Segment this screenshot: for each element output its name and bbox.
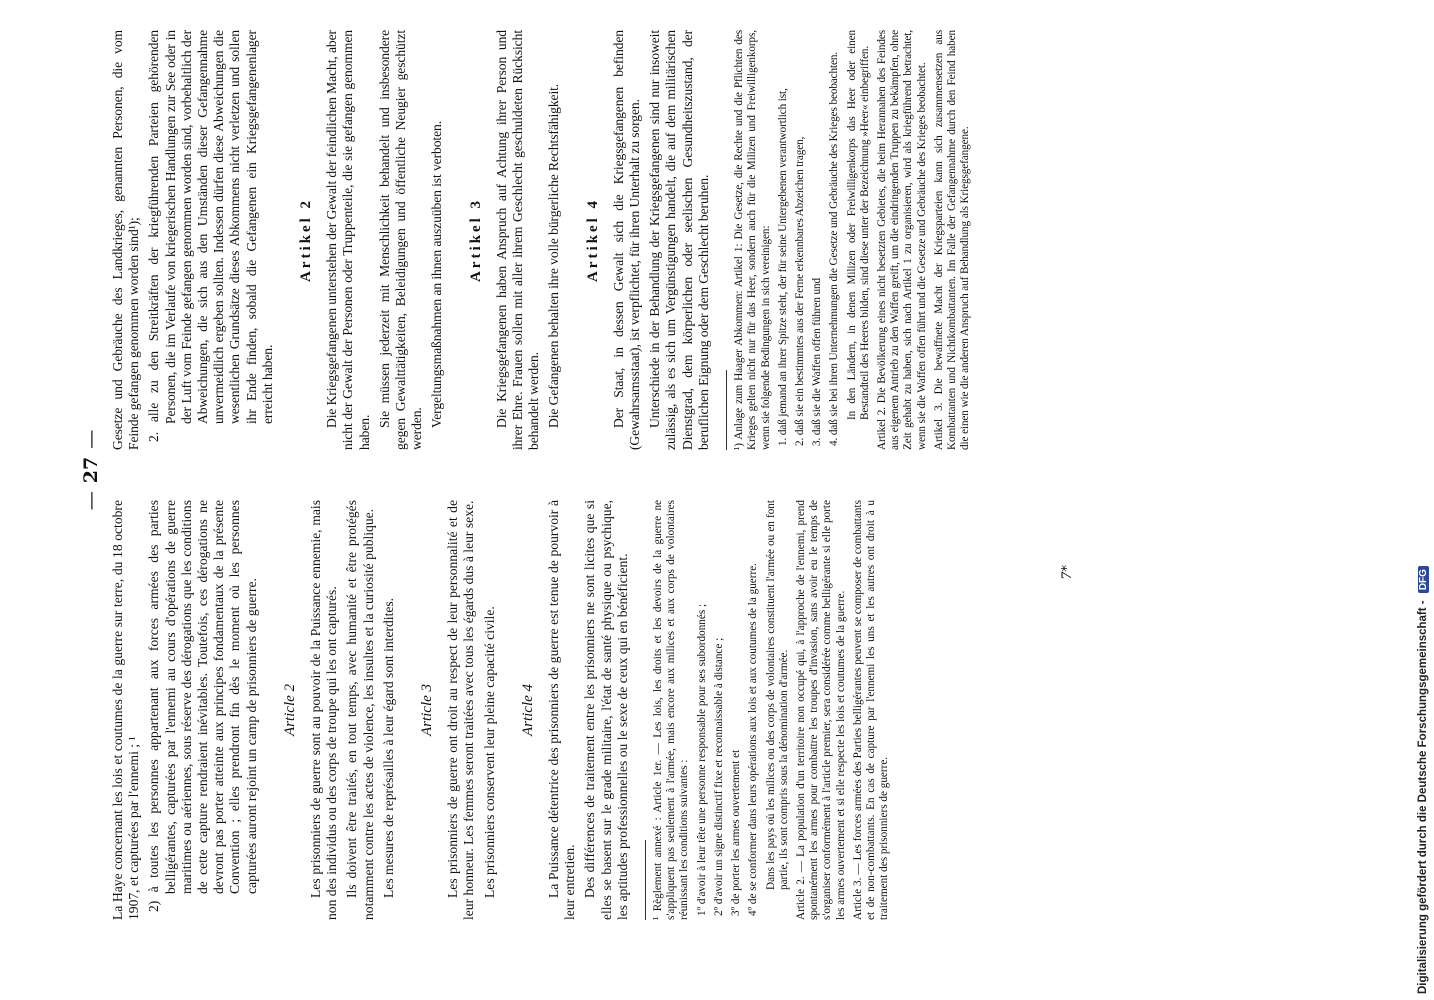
de-footnote-item-2: 2. daß sie ein bestimmtes aus der Ferne erkennbares Abzeichen tragen,	[793, 136, 806, 446]
fr-art3-p1: Les prisonniers de guerre ont droit au respect de leur personnalité et de leur honneur. Les femmes seront traitées avec tous les égards dus à leur sexe.	[445, 500, 477, 920]
de-art4-p1: Der Staat, in dessen Gewalt sich die Kriegsgefangenen befinden (Gewahrsamsstaat), ist verpflichtet, für ihren Unterhalt zu sorgen.	[610, 30, 643, 450]
de-intro: Gesetze und Gebräuche des Landkrieges, genannten Personen, die vom Feinde gefangen genommen worden sind¹);	[110, 30, 142, 450]
de-art4-p2: Unterschiede in der Behandlung der Kriegsgefangenen sind nur insoweit zulässig, als es sich um Vergünstigungen handelt, die auf dem militärischen Dienstgrad, dem körperlichen oder seelischen Gesundheitszustand, der beruflichen Eignung oder dem Geschlecht beruhen.	[647, 30, 711, 450]
fr-article-2-title: Article 2	[281, 683, 298, 737]
fr-art3-p2: Les prisonniers conservent leur pleine capacité civile.	[481, 606, 497, 898]
fr-art2-p3: Les mesures de représailles à leur égard sont interdites.	[380, 597, 396, 898]
german-column	[110, 30, 976, 450]
french-column	[110, 500, 895, 920]
fr-article-4-title: Article 4	[519, 683, 536, 737]
dfg-logo: DFG	[1418, 566, 1429, 593]
fr-art2-p1: Les prisonniers de guerre sont au pouvoir de la Puissance ennemie, mais non des individus ou des corps de troupe qui les ont capturés.	[308, 500, 340, 920]
fr-footnote-intro: ¹ Règlement annexé : Article 1er. — Les lois, les droits et les devoirs de la guerre ne s'appliquent pas seulement à l'armée, mais encore aux milices et aux corps de volontaires réunissant les conditions suivantes :	[652, 500, 691, 920]
page-number: —27—	[80, 429, 102, 511]
fr-footnote-item-3: 3º de porter les armes ouvertement et	[730, 749, 743, 916]
de-article-4-title: Artikel 4	[584, 197, 601, 283]
de-footnote-article-3: Artikel 3. Die bewaffnete Macht der Kriegsparteien kann sich zusammensetzen aus Kombattanten und Nichtkombattanten. Im Falle der Gefangennahme durch den Feind haben die einen wie die anderen Anspruch auf Behandlung als Kriegsgefangene.	[932, 30, 972, 450]
digitization-note-text: Digitalisierung gefördert durch die Deutsche Forschungsgemeinschaft -	[1417, 600, 1429, 994]
fr-art4-p2: Des différences de traitement entre les prisonniers ne sont licites que si elles se basent sur le grade militaire, l'état de santé physique ou psychique, les aptitudes professionnelles ou le sexe de ceux qui en bénéficient.	[582, 500, 630, 920]
de-art2-p3: Vergeltungsmaßnahmen an ihnen auszuüben ist verboten.	[429, 120, 445, 428]
fr-footnote-item-1: 1º d'avoir à leur tête une personne responsable pour ses subordonnés ;	[695, 603, 708, 916]
fr-footnote-paragraph: Dans les pays où les milices ou des corps de volontaires constituent l'armée ou en font partie, ils sont compris sous la dénomination d'armée.	[764, 500, 790, 890]
footnote-separator	[726, 370, 727, 450]
de-art2-p1: Die Kriegsgefangenen unterstehen der Gewalt der feindlichen Macht, aber nicht der Gewalt der Personen oder Truppenteile, die sie gefangen genommen haben.	[324, 30, 372, 450]
fr-art4-p1: La Puissance détentrice des prisonniers de guerre est tenue de pourvoir à leur entretien.	[546, 500, 578, 920]
footnote-separator	[645, 840, 646, 920]
fr-footnote-item-4: 4º de se conformer dans leurs opérations aux lois et aux coutumes de la guerre.	[747, 563, 760, 916]
document-page	[80, 20, 1330, 920]
digitization-note	[1417, 0, 1431, 994]
sheet-mark: 7*	[1059, 565, 1075, 580]
de-footnote-article-2: Artikel 2. Die Bevölkerung eines nicht besetzten Gebietes, die beim Herannahen des Feindes aus eigenem Antrieb zu den Waffen greift, um die eindringenden Truppen zu bekämpfen, ohne Zeit gehabt zu haben, sich nach Artikel 1 zu organisieren, wird als kriegführend betrachtet, wenn sie die Waffen offen führt und die Gesetze und Gebräuche des Krieges beobachtet.	[875, 30, 928, 450]
de-article-3-title: Artikel 3	[467, 197, 484, 283]
de-footnote-item-3: 3. daß sie die Waffen offen führen und	[811, 277, 824, 446]
fr-footnote-article-3: Article 3. — Les forces armées des Parties belligérantes peuvent se composer de combattants et de non-combattants. En cas de capture par l'ennemi les uns et les autres ont droit à u traitement des prisonniers de guerre.	[851, 500, 891, 920]
fr-item-2: 2) à toutes les personnes appartenant aux forces armées des parties belligérantes, capturées par l'ennemi au cours d'opérations de guerre maritimes ou aériennes, sous réserve des dérogations que les conditions de cette capture rendraient inévitables. Toutefois, ces dérogations ne devront pas porter atteinte aux principes fondamentaux de la présente Convention ; elles prendront fin dès le moment où les personnes capturées auront rejoint un camp de prisonniers de guerre.	[146, 500, 259, 912]
de-article-2-title: Artikel 2	[298, 197, 315, 283]
de-art3-p2: Die Gefangenen behalten ihre volle bürgerliche Rechtsfähigkeit.	[546, 83, 562, 428]
de-item-2: 2. alle zu den Streitkräften der kriegführenden Parteien gehörenden Personen, die im Verlaufe von kriegerischen Handlungen zur See oder in der Luft vom Feinde gefangen genommen worden sind, vorbehaltlich der Abweichungen, die sich aus den Umständen dieser Gefangennahme unvermeidlich ergeben sollten. Indessen dürfen diese Abweichungen die wesentlichen Grundsätze dieses Abkommens nicht verletzen und sollen ihr Ende finden, sobald die Gefangenen ein Kriegsgefangenenlager erreicht haben.	[146, 30, 275, 442]
fr-intro: La Haye concernant les lois et coutumes de la guerre sur terre, du 18 octobre 1907, et capturées par l'ennemi ; ¹	[110, 500, 142, 920]
fr-art2-p2: Ils doivent être traités, en tout temps, avec humanité et être protégés notamment contre les actes de violence, les insultes et la curiosité publique.	[344, 500, 376, 920]
fr-article-3-title: Article 3	[419, 683, 436, 737]
de-footnote-intro: ¹) Anlage zum Haager Abkommen: Artikel 1: Die Gesetze, die Rechte und die Pflichten des Krieges gelten nicht nur für das Heer, sondern auch für die Milizen und Freiwilligenkorps, wenn sie folgende Bedingungen in sich vereinigen:	[733, 30, 772, 450]
de-footnote-item-1: 1. daß jemand an ihrer Spitze steht, der für seine Untergebenen verantwortlich ist,	[776, 88, 789, 446]
de-art3-p1: Die Kriegsgefangenen haben Anspruch auf Achtung ihrer Person und ihrer Ehre. Frauen sollen mit aller ihrem Geschlecht geschuldeten Rücksicht behandelt werden.	[493, 30, 542, 450]
de-art2-p2: Sie müssen jederzeit mit Menschlichkeit behandelt und insbesondere gegen Gewalttätigkeiten, Beleidigungen und öffentliche Neugier geschützt werden.	[376, 30, 425, 450]
fr-footnote-item-2: 2º d'avoir un signe distinctif fixe et reconnaissable à distance ;	[712, 637, 725, 916]
fr-footnote-article-2: Article 2. — La population d'un territoire non occupé qui, à l'approche de l'ennemi, prend spontanément les armes pour combattre les troupes d'invasion, sans avoir eu le temps de s'organiser conformément à l'article premier, sera considérée comme belligérante si elle porte les armes ouvertement et si elle respecte les lois et coutumes de la guerre.	[794, 500, 847, 920]
de-footnote-item-4: 4. daß sie bei ihren Unternehmungen die Gesetze und Gebräuche des Krieges beobachten.	[828, 51, 841, 446]
de-footnote-paragraph: In den Ländern, in denen Milizen oder Freiwilligenkorps das Heer oder einen Bestandteil des Heeres bilden, sind diese unter der Bezeichnung »Heer« einbegriffen.	[845, 30, 871, 420]
